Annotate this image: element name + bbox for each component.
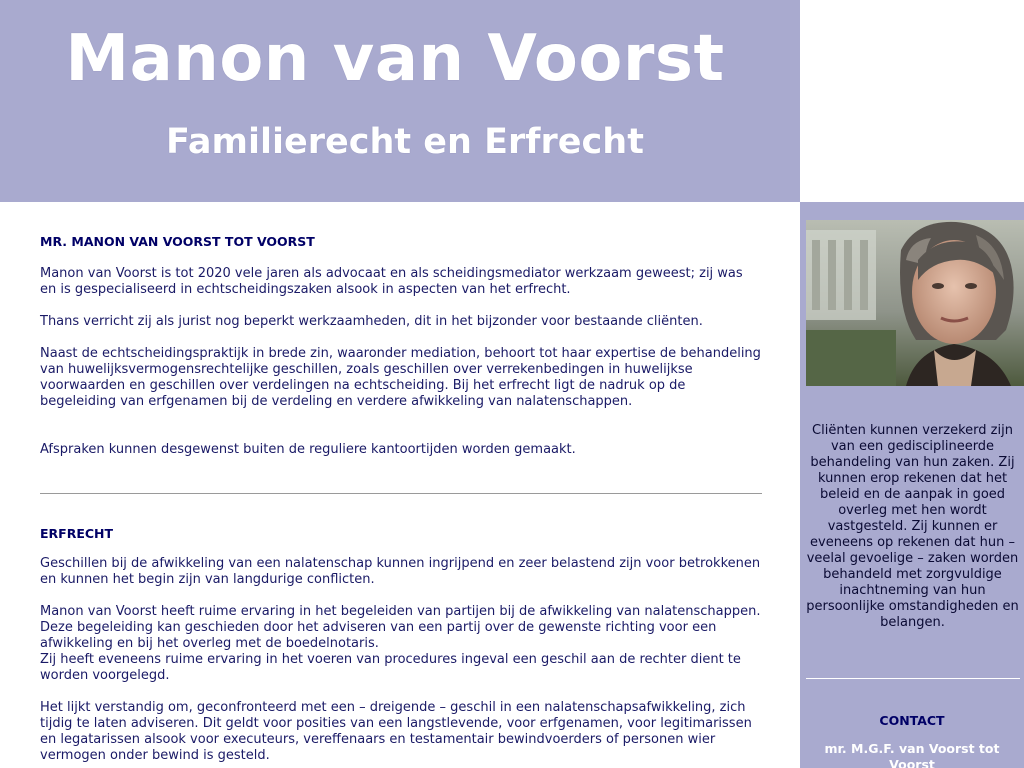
section-divider (40, 493, 762, 494)
sidebar-statement: Cliënten kunnen verzekerd zijn van een gedisciplineerde behandeling van hun zaken. Zij kunnen erop rekenen dat het beleid en de aanpak in goed overleg met hen wordt vastgesteld. Zij kunnen er eveneens op rekenen dat hun – veelal gevoelige – zaken worden behandeld met zorgvuldige inachtneming van hun persoonlijke omstandigheden en belangen. (806, 423, 1019, 630)
erfrecht-paragraph: Het lijkt verstandig om, geconfronteerd met een – dreigende – geschil in een nalatenschapsafwikkeling, zich tijdig te laten adviseren. Dit geldt voor posities van een langstlevende, voor erfgenamen, voor legitimarissen en legatarissen alsook voor executeurs, vereffenaars en testamentair bewindvoerders of personen wier vermogen onder bewind is gesteld. (40, 700, 752, 763)
portrait-photo (806, 220, 1024, 386)
erfrecht-paragraph: Geschillen bij de afwikkeling van een nalatenschap kunnen ingrijpend en zeer belastend zijn voor betrokkenen en kunnen het begin zijn van langdurige conflicten. (40, 556, 761, 587)
profile-paragraph: Afspraken kunnen desgewenst buiten de reguliere kantoortijden worden gemaakt. (40, 442, 576, 457)
profile-paragraph: Naast de echtscheidingspraktijk in brede zin, waaronder mediation, behoort tot haar expertise de behandeling van huwelijksvermogensrechtelijke geschillen, zoals geschillen over verrekenbedingen in huwelijkse voorwaarden en geschillen over verdelingen na echtscheiding. Bij het erfrecht ligt de nadruk op de begeleiding van erfgenamen bij de verdeling en verdere afwikkeling van nalatenschappen. (40, 346, 761, 409)
portrait-image (806, 220, 1024, 386)
erfrecht-paragraph: Manon van Voorst heeft ruime ervaring in het begeleiden van partijen bij de afwikkeling van nalatenschappen. Deze begeleiding kan geschieden door het adviseren van een partij over de gewenste richting voor een afwikkeling en bij het overleg met de boedelnotaris. (40, 604, 761, 651)
main-content (40, 234, 762, 764)
section-title-profile: MR. MANON VAN VOORST TOT VOORST (40, 234, 315, 249)
sidebar-divider (806, 678, 1020, 679)
contact-name: mr. M.G.F. van Voorst tot Voorst (824, 741, 1000, 768)
contact-heading: CONTACT (879, 713, 945, 728)
site-subtitle: Familierecht en Erfrecht (166, 122, 644, 162)
site-header (0, 0, 800, 202)
site-title: Manon van Voorst (65, 22, 725, 96)
sidebar (800, 202, 1024, 768)
erfrecht-paragraph: Zij heeft eveneens ruime ervaring in het voeren van procedures ingeval een geschil aan de rechter dient te worden voorgelegd. (40, 652, 741, 683)
section-title-erfrecht: ERFRECHT (40, 526, 114, 541)
profile-paragraph: Thans verricht zij als jurist nog beperkt werkzaamheden, dit in het bijzonder voor bestaande cliënten. (40, 314, 703, 329)
profile-paragraph: Manon van Voorst is tot 2020 vele jaren als advocaat en als scheidingsmediator werkzaam geweest; zij was en is gespecialiseerd in echtscheidingszaken alsook in aspecten van het erfrecht. (40, 266, 743, 297)
